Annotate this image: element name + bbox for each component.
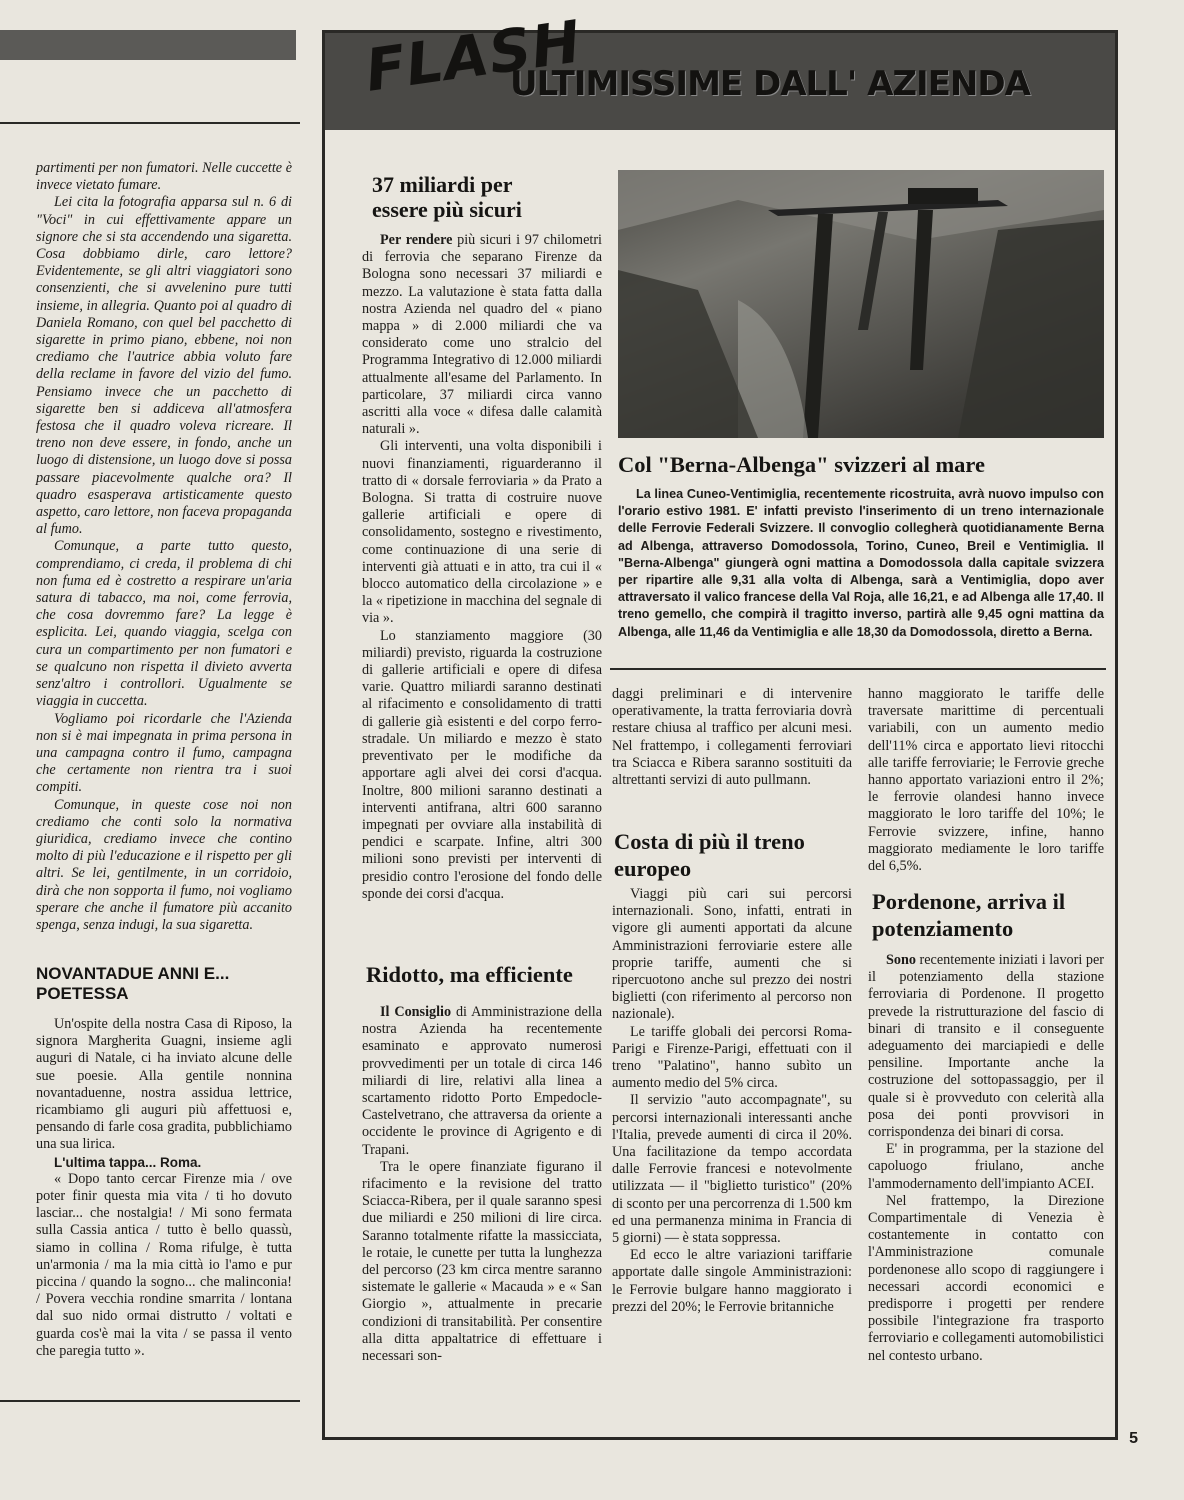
article-text: di Amministrazione della nostra Azienda ha recentemente esaminato e approvato numerosi provvedimenti per un totale di circa 146 miliardi di lire, relativi alla linea a scartamento ridotto Porto Empedocle-Castelvetrano, che attraversa da oriente a occidente le province di Agrigento e di Trapani. [362,1004,602,1158]
article-title: Costa di più il treno europeo [614,829,805,881]
poem-text: « Dopo tanto cercar Firenze mia / ove poter finir questa mia vita / ti ho dovuto lasciar... che nostalgia! / Mi sono fermata sulla Cassia antica / tutto è bello quassù, siamo in collina / Roma rifulge, è tutta un'armonia / ma la mia città io l'amo e pur piccina / quando la sogno... che malinconia! / Povera vecchia rondine smarrita / lontana dal suo nido ormai distrutto / voltati e guarda cos'è mai la vita / se passa il vento che paregia tutto ». [36,1170,292,1359]
article-lead: Per rendere [380,232,453,248]
letter-paragraph: Comunque, in queste cose noi non crediamo che conti solo la normativa giuridica, crediamo invece che contino molto di più l'educazione e il rispetto per gli altri. Se lei, gentilmente, in un corridoio, dirà che non sopporta il fumo, noi vogliamo sperare che anche il fumatore più accanito spenga, senza indugi, la sua sigaretta. [36,796,292,933]
article-text: Le tariffe globali dei percorsi Roma-Parigi e Firenze-Parigi, effettuati con il treno "Palatino", hanno subìto un aumento medio del 5% circa. [612,1023,852,1092]
article-text: Il servizio "auto accompagnate", su percorsi internazionali interessanti anche l'Italia, prevede aumenti di circa il 20%. Una facilitazione da tempo accordata dalle Ferrovie francesi e notevolmente utilizzata — il "biglietto turistico" (20% di sconto per una percorrenza di 1.500 km ed una permanenza minima in Francia di 5 giorni) — è stata soppressa. [612,1092,852,1247]
article-text: daggi preliminari e di intervenire operativamente, la tratta ferroviaria dovrà restare chiusa al traffico per alcuni mesi. Nel frattempo, i collegamenti ferroviari tra Sciacca e Ribera saranno sostituiti da altrettanti servizi di auto pullmann. [612,686,852,789]
letter-paragraph: partimenti per non fumatori. Nelle cuccette è invece vietato fumare. [36,160,292,194]
left-header-bar [0,30,296,60]
page-number: 5 [1129,1430,1138,1447]
left-rule [0,122,300,124]
viaduct-photo [618,170,1104,438]
article-text: La linea Cuneo-Ventimiglia, recentemente ricostruita, avrà nuovo impulso con l'orario estivo 1981. E' infatti previsto l'inserimento di un treno internazionale delle Ferrovie Federali Svizzere. Il convoglio collegherà quotidianamente Berna ad Albenga, attraverso Domodossola, Torino, Cuneo, Breil e Ventimiglia. Il "Berna-Albenga" giungerà ogni mattina a Domodossola dalla capitale svizzera per ripartire alle 9,31 alla volta di Albenga, sarà a Ventimiglia, dopo aver attraversato il valico francese della Val Roja, alle 16,21, e ad Albenga alle 17,40. Il treno gemello, che compirà il tragitto inverso, partirà alle 9,45 ogni mattina da Albenga, alle 11,46 da Ventimiglia e alle 18,30 da Domodossola, diretto a Berna. [618,487,1104,639]
article-text: Ed ecco le altre variazioni tariffarie apportate dalle singole Amministrazioni: le Ferrovie bulgare hanno maggiorato i prezzi del 20%; le Ferrovie britanniche [612,1247,852,1315]
letter-column [36,160,292,934]
poem-title: L'ultima tappa... Roma. [54,1154,202,1170]
article-text: E' in programma, per la stazione del capoluogo friulano, anche l'ammodernamento dell'impianto ACEI. [868,1141,1104,1192]
article-text: Viaggi più cari sui percorsi internazionali. Sono, infatti, entrati in vigore gli aumenti apportati da alcune Amministrazioni ferroviarie estere alle proprie tariffe, aumenti che si ripercuotono anche sul prezzo dei nostri biglietti (con riferimento al percorso non nazionale). [612,886,852,1023]
article-text: Gli interventi, una volta disponibili i nuovi finanziamenti, riguarderanno il tratto di « dorsale ferroviaria » da Prato a Bologna. Si tratta di costruire nuove gallerie artificiali e opere di consolidamento, sostegno e rivestimento, come continuazione di una serie di interventi già attuati e in atto, tra cui il « blocco automatico della circolazione » e la « ripetizione in macchina del segnale di via ». [362,438,602,627]
article-body [612,886,852,1316]
left-edge-rule [0,1400,300,1402]
letter-paragraph: Vogliamo poi ricordarle che l'Azienda non si è mai impegnata in prima persona in una campagna contro il fumo, campagna che certamente non rientra tra i suoi compiti. [36,710,292,796]
article-body [618,486,1104,641]
poet-title: NOVANTADUE ANNI E... POETESSA [36,964,230,1003]
flash-subtitle: ULTIMISSIME DALL' AZIENDA [510,64,1030,104]
letter-paragraph: Lei cita la fotografia apparsa sul n. 6 di "Voci" in cui effettivamente appare un signore che si sta accendendo una sigaretta. Cosa dobbiamo dirle, caro lettore? Evidentemente, se gli altri viaggiatori sono consenzienti, che si avvelenino pure tutti insieme, in allegria. Quanto poi al quadro di Daniela Romano, con quel bel pacchetto di sigarette in primo piano, ebbene, noi non crediamo che l'autrice abbia voluto fare della reclame in favore del vizio del fumo. Pensiamo invece che un pacchetto di sigarette ben si addiceva all'atmosfera festosa che il quadro voleva ricreare. Il treno non deve essere, in fondo, anche un luogo di distensione, un luogo dove si possa passare piacevolmente qualche ora? Il quadro esasperava artisticamente questo aspetto, caro lettore, non faceva propaganda al fumo. [36,194,292,538]
flash-title: FLASH [361,7,586,105]
article-text: recentemente iniziati i lavori per il potenziamento della stazione ferroviaria di Pordenone. Il progetto prevede la ristrutturazione del fascio di binari di transito e il conseguente adeguamento dei marciapiedi e delle pensiline. Importante anche la costruzione del sottopassaggio, per il quale si è provveduto con celerità alla posa dei ponti provvisori in corrispondenza dei binari di corsa. [868,952,1104,1141]
article-title: Ridotto, ma efficiente [366,962,573,987]
article-body-continued [612,686,852,789]
article-title: Pordenone, arriva il potenziamento [872,889,1066,941]
article-text: Tra le opere finanziate figurano il rifacimento e la revisione del tratto Sciacca-Ribera, per il quale saranno spesi due miliardi e 250 milioni di lire circa. Saranno totalmente rifatte la massicciata, le rotaie, le cunette per tutta la lunghezza del percorso (23 km circa mentre saranno sistemate le gallerie « Macauda » e « San Giorgio », attualmente in precarie condizioni di transitabilità. Per consentire alla ditta appaltatrice di effettuare i necessari son- [362,1158,602,1365]
article-body-continued [868,686,1104,875]
article-title: Col "Berna-Albenga" svizzeri al mare [618,452,985,477]
article-text: Nel frattempo, la Direzione Compartimentale di Venezia è costantemente in contatto con l'Amministrazione comunale pordenonese allo scopo di raggiungere i necessari accordi economici e predisporre i progetti per rendere possibile l'integrazione fra trasporto ferroviario e collegamenti automobilistici nel contesto urbano. [868,1192,1104,1364]
article-body [868,952,1104,1365]
article-lead: Sono [886,952,916,968]
poet-intro: Un'ospite della nostra Casa di Riposo, la signora Margherita Guagni, insieme agli auguri di Natale, ci ha inviato alcune delle sue poesie. Alla gentile nonnina novantaduenne, nostra assidua lettrice, ricambiamo gli auguri più affettuosi e, pensando di farle cosa gradita, pubblichiamo una sua lirica. [36,1016,292,1153]
article-body [362,1004,602,1365]
viaduct-illustration [618,170,1104,438]
article-rule [610,668,1106,670]
letter-paragraph: Comunque, a parte tutto questo, comprendiamo, ci creda, il problema di chi non fuma ed è costretto a respirare un'aria satura di tabacco, ma noi, come ferrovia, che cosa dovremmo fare? La legge è esplicita. Lei, quando viaggia, scelga con cura un compartimento per non fumatori e se qualcuno non rispetta il divieto avverta senz'altro i controllori. Ugualmente se viaggia in cuccetta. [36,538,292,710]
article-body [362,232,602,903]
article-text: hanno maggiorato le tariffe delle traversate marittime di percentuali variabili, con un aumento medio dell'11% circa e apportato lievi ritocchi alle tariffe ferroviarie; le Ferrovie greche hanno apportato variazioni entro il 2%; le ferrovie olandesi hanno invece maggiorato le loro tariffe del 10%; le Ferrovie svizzere, infine, hanno maggiorato mediamente le loro tariffe del 6,5%. [868,686,1104,875]
article-title: 37 miliardi per essere più sicuri [372,172,522,222]
article-text: più sicuri i 97 chilometri di ferrovia che separano Firenze da Bologna sono necessari 37 miliardi e mezzo. La valutazione è stata fatta dalla nostra Azienda nel quadro del « piano mappa » di 2.000 miliardi che va considerato come uno stralcio del Programma Integrativo di 12.000 miliardi attualmente all'esame del Parlamento. In particolare, 37 miliardi circa vanno ascritti alla voce « difesa dalle calamità naturali ». [362,232,602,438]
article-text: Lo stanziamento maggiore (30 miliardi) previsto, riguarda la costruzione di gallerie artificiali e opere di difesa varie. Quattro miliardi saranno destinati al rifacimento e consolidamento di tratti di gallerie già esistenti e del corpo ferro-stradale. Un miliardo e mezzo è stato preventivato per le modifiche da apportare agli alvei dei corsi d'acqua. Inoltre, 800 milioni saranno destinati a interventi antifrana, altri 600 saranno impegnati per ovviare alla instabilità di pendici e scarpate. Infine, altri 300 milioni sono previsti per interventi di presidio contro l'erosione del fondo delle sponde dei corsi d'acqua. [362,627,602,902]
poet-column [36,1016,292,1360]
article-lead: Il Consiglio [380,1004,452,1020]
